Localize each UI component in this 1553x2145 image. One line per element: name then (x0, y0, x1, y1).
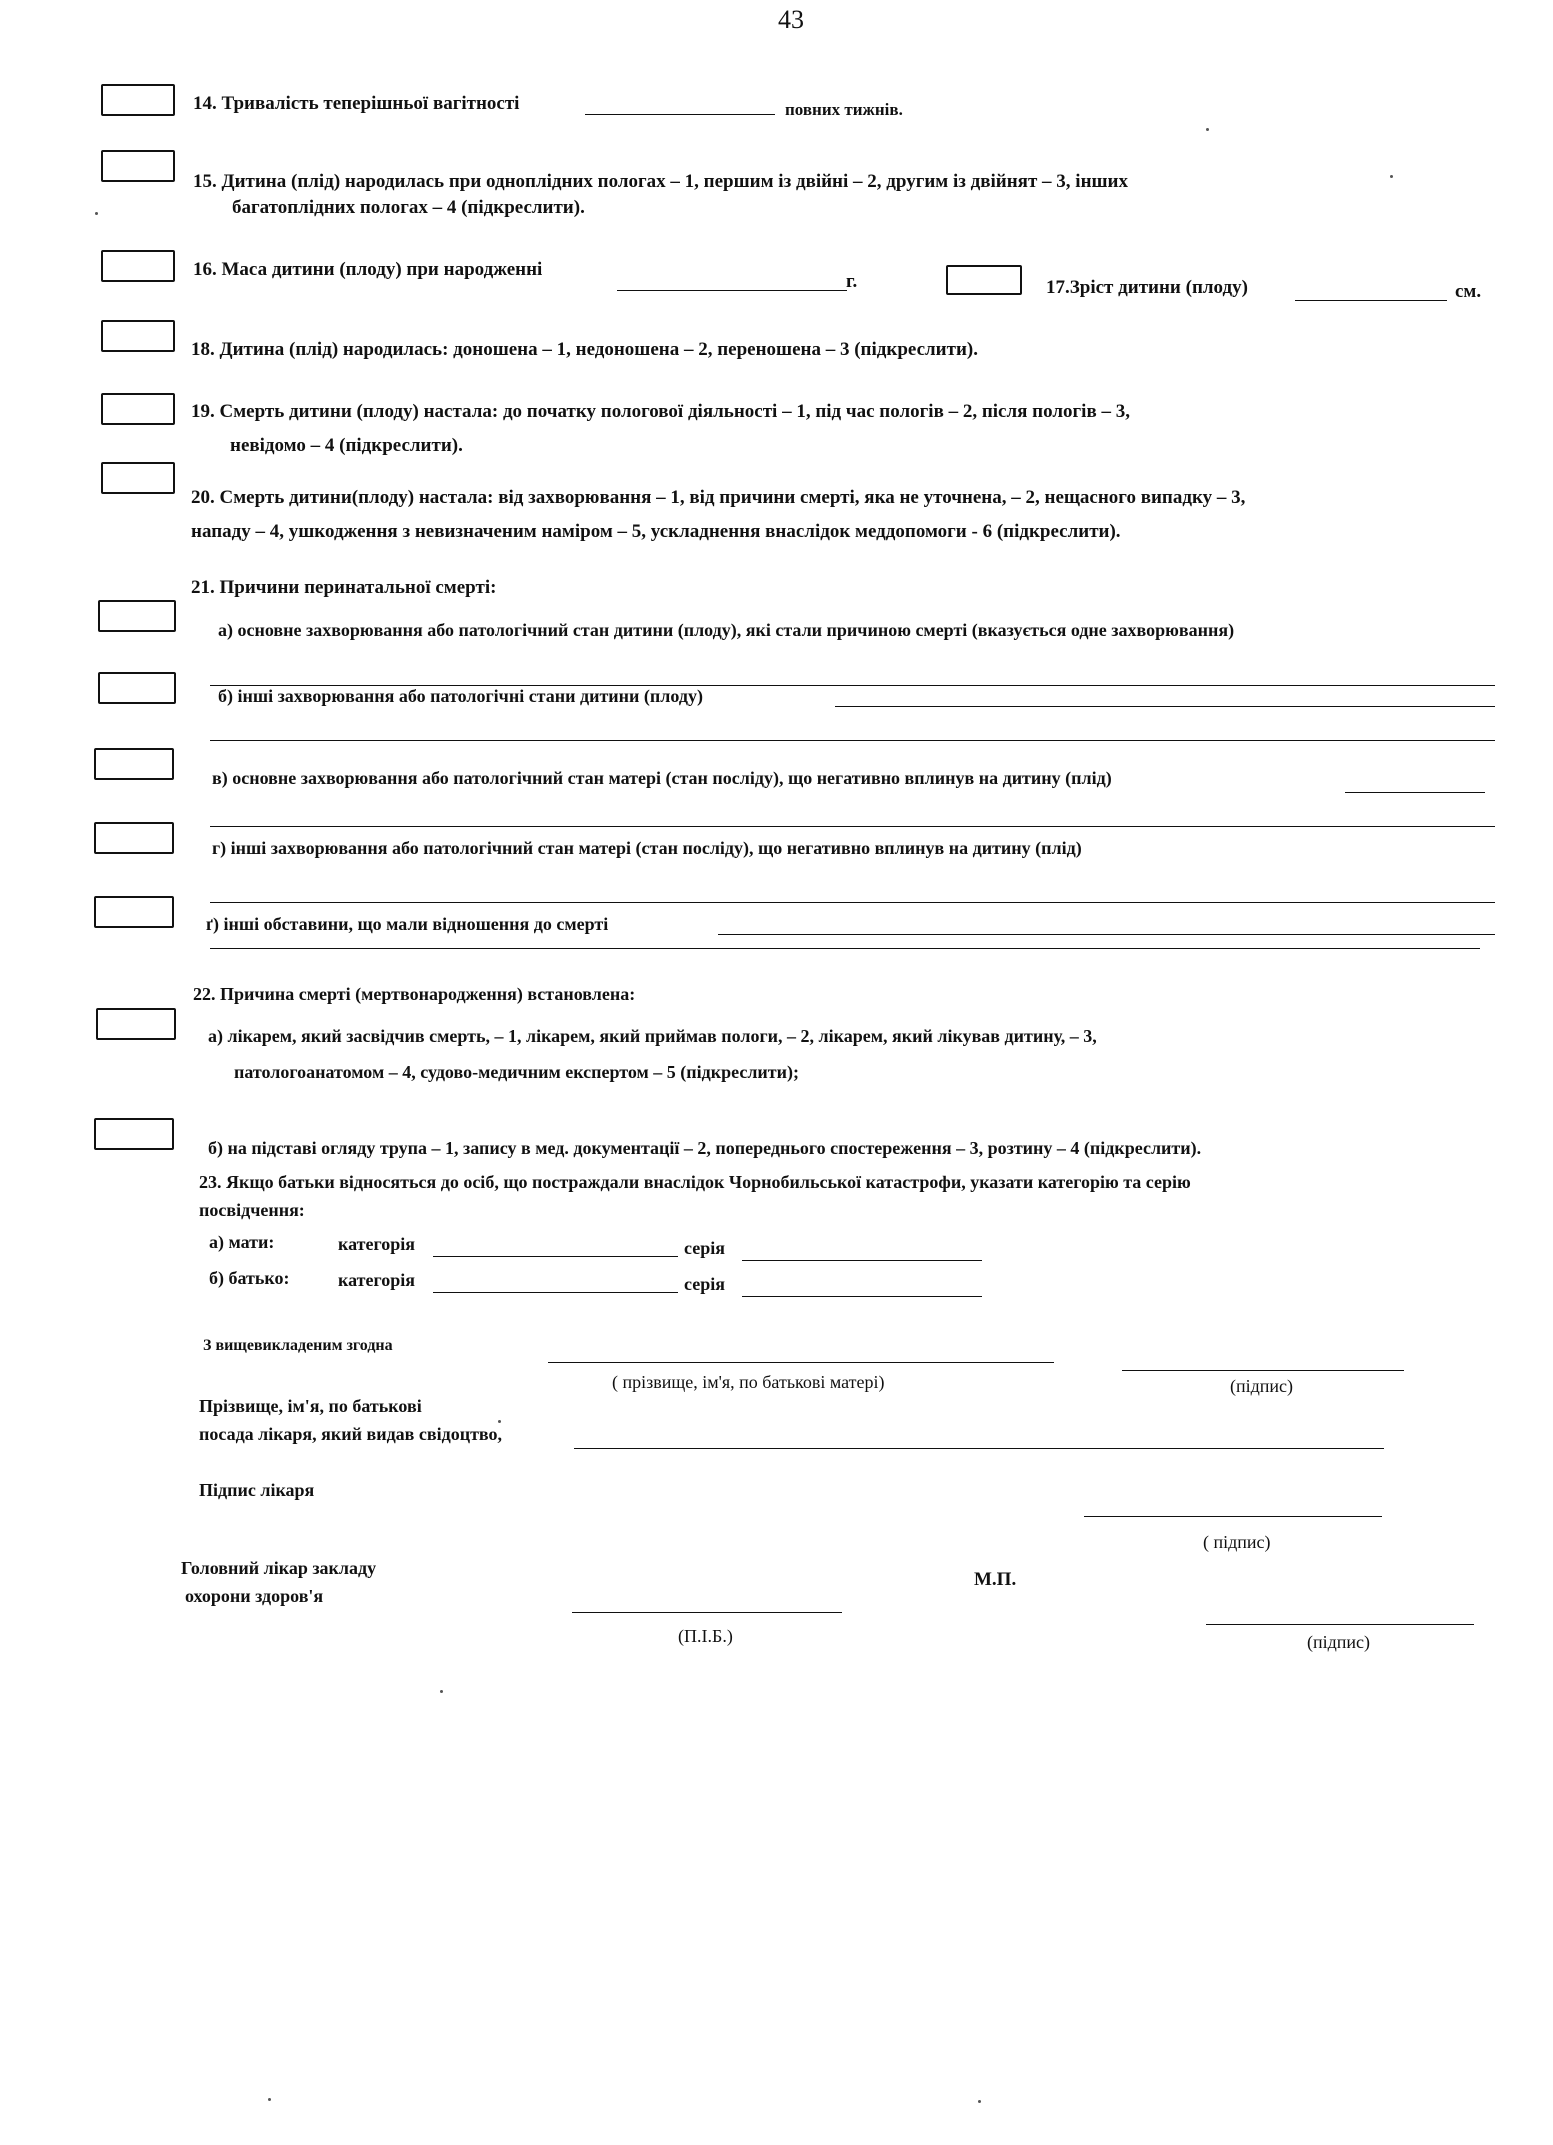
q14-weeks-field[interactable] (585, 114, 775, 115)
code-box-17[interactable] (946, 265, 1022, 295)
q21gg-field-2[interactable] (210, 948, 1480, 949)
mother-signature-caption: (підпис) (1230, 1376, 1294, 1396)
q23-father-series-field[interactable] (742, 1296, 982, 1297)
q21g-label: г) інші захворювання або патологічний стан матері (стан посліду), що негативно вплинув на дитину (плід) (212, 838, 1082, 858)
page-number: 43 (778, 5, 804, 34)
code-box-21gg[interactable] (94, 896, 174, 928)
mother-name-caption: ( прізвище, ім'я, по батькові матері) (612, 1372, 885, 1392)
q21v-field[interactable] (1345, 792, 1485, 793)
q23-father-category-field[interactable] (433, 1292, 678, 1293)
q22-title: 22. Причина смерті (мертвонародження) встановлена: (193, 984, 636, 1004)
scan-speck (498, 1420, 501, 1423)
q23-mother-category-field[interactable] (433, 1256, 678, 1257)
q21-title: 21. Причини перинатальної смерті: (191, 577, 497, 598)
q21b-field-2[interactable] (210, 740, 1495, 741)
q20-line2: нападу – 4, ушкодження з невизначеним наміром – 5, ускладнення внаслідок меддопомоги - 6 (підкреслити). (191, 521, 1121, 542)
q15-line1: 15. Дитина (плід) народилась при одноплідних пологах – 1, першим із двійні – 2, другим із двійнят – 3, інших (193, 171, 1129, 192)
code-box-18[interactable] (101, 320, 175, 352)
doctor-name-label-1: Прізвище, ім'я, по батькові (199, 1396, 422, 1416)
q19-line1: 19. Смерть дитини (плоду) настала: до початку пологової діяльності – 1, під час пологів – 2, після пологів – 3, (191, 401, 1130, 422)
code-box-21g[interactable] (94, 822, 174, 854)
q21a-label: а) основне захворювання або патологічний стан дитини (плоду), які стали причиною смерті (вказується одне захворювання) (218, 620, 1235, 640)
code-box-16[interactable] (101, 250, 175, 282)
q23-father-series-label: серія (684, 1274, 725, 1294)
code-box-22a[interactable] (96, 1008, 176, 1040)
scan-speck (1390, 175, 1393, 178)
doctor-name-field[interactable] (574, 1448, 1384, 1449)
code-box-14[interactable] (101, 84, 175, 116)
q21gg-label: ґ) інші обставини, що мали відношення до смерті (206, 914, 609, 934)
chief-doctor-label-2: охорони здоров'я (185, 1586, 324, 1606)
code-box-15[interactable] (101, 150, 175, 182)
q14-label: 14. Тривалість теперішньої вагітності (193, 93, 520, 114)
q23-father-category-label: категорія (338, 1270, 415, 1290)
q22b-label: б) на підставі огляду трупа – 1, запису в мед. документації – 2, попереднього спостереження – 3, розтину – 4 (підкреслити). (208, 1138, 1202, 1158)
doctor-name-label-2: посада лікаря, який видав свідоцтво, (199, 1424, 503, 1444)
q19-line2: невідомо – 4 (підкреслити). (230, 435, 463, 456)
q23-line1: 23. Якщо батьки відносяться до осіб, що постраждали внаслідок Чорнобильської катастрофи, указати категорію та серію (199, 1172, 1191, 1192)
scan-speck (978, 2100, 981, 2103)
q23-father-label: б) батько: (209, 1268, 290, 1288)
scan-speck (1206, 128, 1209, 131)
q22a-line1: а) лікарем, який засвідчив смерть, – 1, лікарем, який приймав пологи, – 2, лікарем, який лікував дитину, – 3, (208, 1026, 1097, 1046)
q20-line1: 20. Смерть дитини(плоду) настала: від захворювання – 1, від причини смерті, яка не уточнена, – 2, нещасного випадку – 3, (191, 487, 1246, 508)
mother-name-field[interactable] (548, 1362, 1054, 1363)
q16-label: 16. Маса дитини (плоду) при народженні (193, 259, 543, 280)
stamp-place-label: М.П. (974, 1569, 1017, 1590)
scan-speck (95, 212, 98, 215)
q15-line2: багатоплідних пологах – 4 (підкреслити). (232, 197, 585, 218)
q21b-field[interactable] (835, 706, 1495, 707)
doctor-signature-field[interactable] (1084, 1516, 1382, 1517)
code-box-21v[interactable] (94, 748, 174, 780)
scan-speck (440, 1690, 443, 1693)
q23-mother-series-label: серія (684, 1238, 725, 1258)
code-box-22b[interactable] (94, 1118, 174, 1150)
q23-mother-category-label: категорія (338, 1234, 415, 1254)
agree-label: З вищевикладеним згодна (203, 1337, 393, 1354)
q21g-field[interactable] (210, 902, 1495, 903)
q23-mother-label: а) мати: (209, 1232, 275, 1252)
q18-text: 18. Дитина (плід) народилась: доношена – 1, недоношена – 2, переношена – 3 (підкреслити). (191, 339, 978, 360)
q21v-field-2[interactable] (210, 826, 1495, 827)
scan-speck (268, 2098, 271, 2101)
q22a-line2: патологоанатомом – 4, судово-медичним експертом – 5 (підкреслити); (234, 1062, 799, 1082)
chief-doctor-signature-caption: (підпис) (1307, 1632, 1371, 1652)
chief-doctor-signature-field[interactable] (1206, 1624, 1474, 1625)
q17-height-field[interactable] (1295, 300, 1447, 301)
q16-unit: г. (846, 271, 858, 292)
q17-label: 17.Зріст дитини (плоду) (1046, 277, 1248, 298)
doctor-signature-label: Підпис лікаря (199, 1480, 315, 1500)
doctor-signature-caption: ( підпис) (1203, 1532, 1271, 1552)
chief-doctor-label-1: Головний лікар закладу (181, 1558, 377, 1578)
q23-line2: посвідчення: (199, 1200, 305, 1220)
chief-doctor-pib-caption: (П.І.Б.) (678, 1626, 733, 1646)
code-box-19[interactable] (101, 393, 175, 425)
q21b-label: б) інші захворювання або патологічні стани дитини (плоду) (218, 686, 703, 706)
q21gg-field[interactable] (718, 934, 1495, 935)
q23-mother-series-field[interactable] (742, 1260, 982, 1261)
q21v-label: в) основне захворювання або патологічний стан матері (стан посліду), що негативно вплинув на дитину (плід) (212, 768, 1112, 788)
mother-signature-field[interactable] (1122, 1370, 1404, 1371)
q17-unit: см. (1455, 281, 1482, 302)
code-box-21b[interactable] (98, 672, 176, 704)
code-box-21a[interactable] (98, 600, 176, 632)
q16-weight-field[interactable] (617, 290, 847, 291)
code-box-20[interactable] (101, 462, 175, 494)
chief-doctor-name-field[interactable] (572, 1612, 842, 1613)
q14-suffix: повних тижнів. (785, 100, 903, 119)
